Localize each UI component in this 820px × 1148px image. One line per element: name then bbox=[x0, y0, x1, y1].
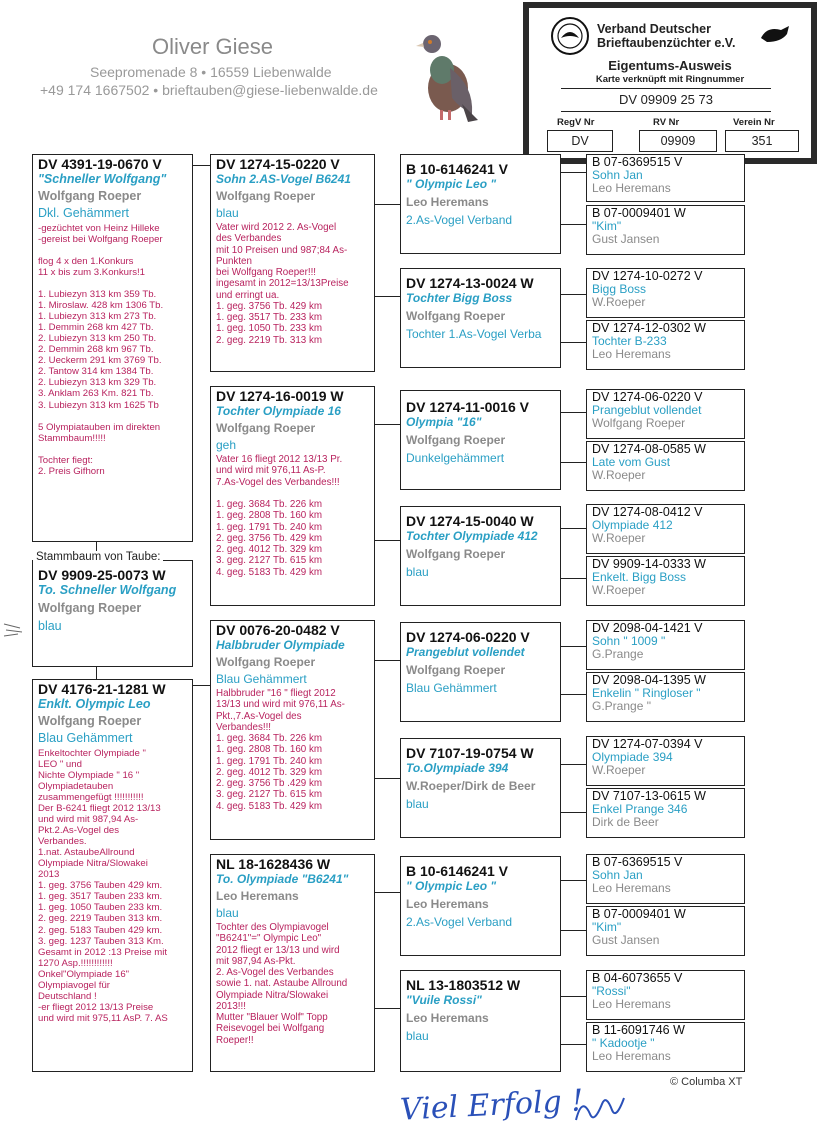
gen4-ring: B 07-0009401 W bbox=[592, 206, 686, 220]
vdb-logo-icon bbox=[547, 16, 593, 56]
father-ring: DV 4391-19-0670 V bbox=[38, 156, 162, 172]
gen3-name: " Olympic Leo " bbox=[406, 177, 497, 191]
pigeon-emblem-icon bbox=[757, 22, 793, 46]
gen2-name: Halbbruder Olympiade bbox=[216, 638, 345, 652]
gen2-color: blau bbox=[216, 206, 239, 220]
mother-notes: Enkeltochter Olympiade " LEO " und Nichte Olympiade " 16 " Olympiadetauben zusammengefügt !!!!!!!!!!! Der B-6241 fliegt 2012 13/13 und wird mit 987,94 As- Pkt.2.As-Vogel des Verbandes. 1.nat. AstaubeAllround Olympiade Nitra/Slowakei 2013 1. geg. 3756 Tauben 429 km. 1. geg. 3517 Tauben 233 km. 1. geg. 1050 Tauben 233 km. 2. geg. 2219 Tauben 313 km. 2. geg. 5183 Tauben 429 km. 3. geg. 1237 Tauben 313 Km. Gesamt in 2012 :13 Preise mit 1270 Asp.!!!!!!!!!!!! Onkel"Olympiade 16" Olympiavogel für Deutschland ! -er fliegt 2012 13/13 Preise und wird mit 975,11 AsP. 7. AS bbox=[38, 748, 168, 1024]
gen2-owner: Wolfgang Roeper bbox=[216, 421, 316, 435]
gen3-card bbox=[400, 622, 561, 722]
gen3-color: 2.As-Vogel Verband bbox=[406, 915, 513, 929]
gen4-card bbox=[586, 906, 745, 956]
subject-color: blau bbox=[38, 619, 62, 633]
card-subtitle: Karte verknüpft mit Ringnummer bbox=[595, 74, 745, 85]
gen4-name: Bigg Boss bbox=[592, 282, 647, 297]
gen4-card bbox=[586, 556, 745, 606]
gen4-ring: DV 1274-08-0412 V bbox=[592, 505, 703, 519]
gen4-name: "Kim" bbox=[592, 920, 622, 935]
gen3-owner: Wolfgang Roeper bbox=[406, 547, 506, 561]
gen3-name: Tochter Bigg Boss bbox=[406, 291, 513, 305]
gen3-color: 2.As-Vogel Verband bbox=[406, 213, 513, 227]
gen4-ring: DV 1274-10-0272 V bbox=[592, 269, 703, 283]
gen4-owner: W.Roeper bbox=[592, 531, 646, 546]
gen3-ring: DV 1274-13-0024 W bbox=[406, 275, 534, 291]
gen2-name: To. Olympiade "B6241" bbox=[216, 872, 349, 886]
gen4-card bbox=[586, 970, 745, 1020]
gen4-ring: B 04-6073655 V bbox=[592, 971, 683, 985]
gen4-card bbox=[586, 389, 745, 439]
subject-card bbox=[32, 560, 193, 667]
pigeon-image bbox=[412, 28, 480, 124]
gen2-card bbox=[210, 154, 375, 372]
gen4-name: Olympiade 394 bbox=[592, 750, 673, 765]
subject-caption: Stammbaum von Taube: bbox=[33, 551, 163, 563]
gen4-card bbox=[586, 441, 745, 491]
gen4-ring: DV 2098-04-1395 W bbox=[592, 673, 706, 687]
gen4-owner: Leo Heremans bbox=[592, 881, 671, 896]
gen4-card bbox=[586, 154, 745, 202]
mother-color: Blau Gehämmert bbox=[38, 731, 133, 745]
gen3-owner: Leo Heremans bbox=[406, 195, 489, 209]
gen3-owner: Leo Heremans bbox=[406, 897, 489, 911]
gen2-card bbox=[210, 620, 375, 840]
gen2-color: Blau Gehämmert bbox=[216, 672, 307, 686]
gen4-card bbox=[586, 620, 745, 670]
gen3-owner: Leo Heremans bbox=[406, 1011, 489, 1025]
gen2-color: geh bbox=[216, 438, 237, 452]
gen3-card bbox=[400, 268, 561, 368]
gen4-name: Tochter B-233 bbox=[592, 334, 667, 349]
card-org-line1: Verband Deutscher bbox=[597, 22, 711, 36]
card-col2-label: RV Nr bbox=[653, 117, 680, 128]
gen2-card bbox=[210, 854, 375, 1072]
gen4-ring: DV 1274-06-0220 V bbox=[592, 390, 703, 404]
gen4-card bbox=[586, 736, 745, 786]
gen3-owner: Wolfgang Roeper bbox=[406, 663, 506, 677]
gen3-card bbox=[400, 856, 561, 956]
subject-name: To. Schneller Wolfgang bbox=[38, 583, 177, 597]
gen4-ring: DV 1274-07-0394 V bbox=[592, 737, 703, 751]
signature-text: Viel Erfolg ! bbox=[399, 1083, 585, 1128]
gen3-name: Olympia "16" bbox=[406, 415, 482, 429]
signature-flourish bbox=[572, 1090, 632, 1130]
gen3-ring: DV 7107-19-0754 W bbox=[406, 745, 534, 761]
gen4-card bbox=[586, 268, 745, 318]
gen3-color: Dunkelgehämmert bbox=[406, 451, 505, 465]
gen4-owner: Leo Heremans bbox=[592, 347, 671, 362]
card-ring: DV 09909 25 73 bbox=[561, 88, 771, 112]
card-title: Eigentums-Ausweis bbox=[608, 58, 732, 73]
gen4-owner: Leo Heremans bbox=[592, 997, 671, 1012]
breeder-address: Seepromenade 8 • 16559 Liebenwalde bbox=[90, 64, 332, 80]
gen2-notes: Vater 16 fliegt 2012 13/13 Pr. und wird mit 976,11 As-P. 7.As-Vogel des Verbandes!!! 1. geg. 3684 Tb. 226 km 1. geg. 2808 Tb. 160 km 1. geg. 1791 Tb. 240 km 2. geg. 3756 Tb. 429 km 2. geg. 4012 Tb. 329 km 3. geg. 2127 Tb. 615 km 4. geg. 5183 Tb. 429 km bbox=[216, 454, 343, 578]
gen3-name: Prangeblut vollendet bbox=[406, 645, 525, 659]
gen4-name: " Kadootje " bbox=[592, 1036, 655, 1051]
father-card bbox=[32, 154, 193, 542]
father-name: "Schneller Wolfgang" bbox=[38, 172, 167, 186]
breeder-contact: +49 174 1667502 • brieftauben@giese-liebenwalde.de bbox=[40, 82, 378, 98]
gen4-name: "Kim" bbox=[592, 219, 622, 234]
gen4-owner: W.Roeper bbox=[592, 468, 646, 483]
gen2-name: Tochter Olympiade 16 bbox=[216, 404, 341, 418]
gen3-color: blau bbox=[406, 565, 429, 579]
gen4-name: Prangeblut vollendet bbox=[592, 403, 702, 418]
gen4-name: Enkel Prange 346 bbox=[592, 802, 688, 817]
gen2-notes: Vater wird 2012 2. As-Vogel des Verbandes mit 10 Preisen und 987;84 As- Punkten bei Wolfgang Roeper!!! ingesamt in 2012=13/13Preise und erringt ua. 1. geg. 3756 Tb. 429 km 1. geg. 3517 Tb. 233 km 1. geg. 1050 Tb. 233 km 2. geg. 2219 Tb. 313 km bbox=[216, 222, 349, 346]
gen4-owner: W.Roeper bbox=[592, 295, 646, 310]
gen4-name: Sohn Jan bbox=[592, 168, 643, 183]
gen4-owner: Gust Jansen bbox=[592, 933, 660, 948]
card-col1-value: DV bbox=[547, 130, 613, 152]
card-org-line2: Brieftaubenzüchter e.V. bbox=[597, 36, 736, 50]
gen2-name: Sohn 2.AS-Vogel B6241 bbox=[216, 172, 351, 186]
mother-ring: DV 4176-21-1281 W bbox=[38, 681, 166, 697]
gen4-card bbox=[586, 854, 745, 904]
gen3-color: blau bbox=[406, 797, 429, 811]
card-col3-value: 351 bbox=[725, 130, 799, 152]
gen3-name: "Vuile Rossi" bbox=[406, 993, 482, 1007]
gen4-ring: DV 1274-12-0302 W bbox=[592, 321, 706, 335]
gen2-notes: Tochter des Olympiavogel "B6241"=" Olympic Leo" 2012 fliegt er 13/13 und wird mit 987,94 As-Pkt. 2. As-Vogel des Verbandes sowie 1. nat. Astaube Allround Olympiade Nitra/Slowakei 2013!!! Mutter "Blauer Wolf" Topp Reisevogel bei Wolfgang Roeper!! bbox=[216, 922, 348, 1046]
gen3-color: Blau Gehämmert bbox=[406, 681, 497, 695]
gen3-ring: B 10-6146241 V bbox=[406, 863, 508, 879]
gen2-owner: Leo Heremans bbox=[216, 889, 299, 903]
gen4-ring: B 11-6091746 W bbox=[592, 1023, 685, 1037]
gen4-ring: DV 9909-14-0333 W bbox=[592, 557, 706, 571]
gen4-name: Sohn " 1009 " bbox=[592, 634, 666, 649]
card-col2-value: 09909 bbox=[639, 130, 717, 152]
gen4-ring: B 07-6369515 V bbox=[592, 855, 683, 869]
gen4-owner: W.Roeper bbox=[592, 763, 646, 778]
gen4-card bbox=[586, 672, 745, 722]
gen3-ring: DV 1274-15-0040 W bbox=[406, 513, 534, 529]
gen3-owner: Wolfgang Roeper bbox=[406, 309, 506, 323]
gen3-ring: DV 1274-06-0220 V bbox=[406, 629, 530, 645]
gen3-card bbox=[400, 970, 561, 1072]
gen2-owner: Wolfgang Roeper bbox=[216, 189, 316, 203]
gen4-owner: G.Prange " bbox=[592, 699, 651, 714]
father-owner: Wolfgang Roeper bbox=[38, 189, 142, 203]
gen4-ring: DV 1274-08-0585 W bbox=[592, 442, 706, 456]
gen4-name: Enkelt. Bigg Boss bbox=[592, 570, 687, 585]
gen2-owner: Wolfgang Roeper bbox=[216, 655, 316, 669]
ownership-card bbox=[523, 2, 817, 164]
mother-name: Enklt. Olympic Leo bbox=[38, 697, 151, 711]
gen2-ring: DV 1274-16-0019 W bbox=[216, 388, 344, 404]
card-col1-label: RegV Nr bbox=[557, 117, 595, 128]
gen4-name: "Rossi" bbox=[592, 984, 631, 999]
gen4-card bbox=[586, 205, 745, 255]
gen4-name: Olympiade 412 bbox=[592, 518, 673, 533]
gen3-card bbox=[400, 506, 561, 606]
gen4-owner: Leo Heremans bbox=[592, 1049, 671, 1064]
gen2-card bbox=[210, 386, 375, 606]
gen2-ring: DV 1274-15-0220 V bbox=[216, 156, 340, 172]
mother-card bbox=[32, 679, 193, 1072]
gen4-ring: DV 2098-04-1421 V bbox=[592, 621, 703, 635]
subject-ring: DV 9909-25-0073 W bbox=[38, 567, 166, 583]
gen4-name: Sohn Jan bbox=[592, 868, 643, 883]
father-notes: -gezüchtet von Heinz Hilleke -gereist bei Wolfgang Roeper flog 4 x den 1.Konkurs 11 x bis zum 3.Konkurs!1 1. Lubiezyn 313 km 359 Tb. 1. Miroslaw. 428 km 1306 Tb. 1. Lubiezyn 313 km 273 Tb. 1. Demmin 268 km 427 Tb. 2. Lubiezyn 313 km 250 Tb. 2. Demmin 268 km 967 Tb. 2. Ueckerm 291 km 3769 Tb. 2. Tantow 314 km 1384 Tb. 2. Lubiezyn 313 km 329 Tb. 3. Anklam 263 Km. 821 Tb. 3. Lubiezyn 313 km 1625 Tb 5 Olympiatauben im direkten Stammbaum!!!!! Tochter fiegt: 2. Preis Gifhorn bbox=[38, 223, 164, 477]
gen3-color: Tochter 1.As-Vogel Verba bbox=[406, 327, 542, 341]
gen3-owner: W.Roeper/Dirk de Beer bbox=[406, 779, 536, 793]
gen3-name: " Olympic Leo " bbox=[406, 879, 497, 893]
mother-owner: Wolfgang Roeper bbox=[38, 714, 142, 728]
gen4-owner: G.Prange bbox=[592, 647, 644, 662]
gen4-owner: Wolfgang Roeper bbox=[592, 416, 686, 431]
gen2-ring: NL 18-1628436 W bbox=[216, 856, 331, 872]
gen4-card bbox=[586, 504, 745, 554]
gen4-owner: Dirk de Beer bbox=[592, 815, 659, 830]
father-color: Dkl. Gehämmert bbox=[38, 206, 129, 220]
gen3-owner: Wolfgang Roeper bbox=[406, 433, 506, 447]
scribble-mark bbox=[2, 620, 26, 640]
gen4-card bbox=[586, 788, 745, 838]
gen3-card bbox=[400, 154, 561, 254]
gen3-card bbox=[400, 390, 561, 490]
gen4-ring: B 07-6369515 V bbox=[592, 155, 683, 169]
gen4-owner: W.Roeper bbox=[592, 583, 646, 598]
gen3-card bbox=[400, 738, 561, 838]
gen4-ring: DV 7107-13-0615 W bbox=[592, 789, 706, 803]
gen2-color: blau bbox=[216, 906, 239, 920]
gen3-ring: NL 13-1803512 W bbox=[406, 977, 521, 993]
gen3-color: blau bbox=[406, 1029, 429, 1043]
breeder-name: Oliver Giese bbox=[152, 34, 274, 59]
gen3-ring: DV 1274-11-0016 V bbox=[406, 399, 529, 415]
gen2-notes: Halbbruder "16 " fliegt 2012 13/13 und wird mit 976,11 As- Pkt.,7.As-Vogel des Verbandes!!! 1. geg. 3684 Tb. 226 km 1. geg. 2808 Tb. 160 km 1. geg. 1791 Tb. 240 km 2. geg. 4012 Tb. 329 km 2. geg. 3756 Tb .429 km 3. geg. 2127 Tb. 615 km 4. geg. 5183 Tb. 429 km bbox=[216, 688, 345, 812]
copyright-text: © Columba XT bbox=[670, 1076, 743, 1088]
gen3-name: To.Olympiade 394 bbox=[406, 761, 509, 775]
gen4-owner: Gust Jansen bbox=[592, 232, 660, 247]
gen3-name: Tochter Olympiade 412 bbox=[406, 529, 538, 543]
gen3-ring: B 10-6146241 V bbox=[406, 161, 508, 177]
gen2-ring: DV 0076-20-0482 V bbox=[216, 622, 340, 638]
gen4-card bbox=[586, 1022, 745, 1072]
gen4-card bbox=[586, 320, 745, 370]
gen4-name: Enkelin " Ringloser " bbox=[592, 686, 701, 701]
card-col3-label: Verein Nr bbox=[733, 117, 775, 128]
gen4-owner: Leo Heremans bbox=[592, 181, 671, 196]
gen4-name: Late vom Gust bbox=[592, 455, 671, 470]
subject-owner: Wolfgang Roeper bbox=[38, 601, 142, 615]
gen4-ring: B 07-0009401 W bbox=[592, 907, 686, 921]
